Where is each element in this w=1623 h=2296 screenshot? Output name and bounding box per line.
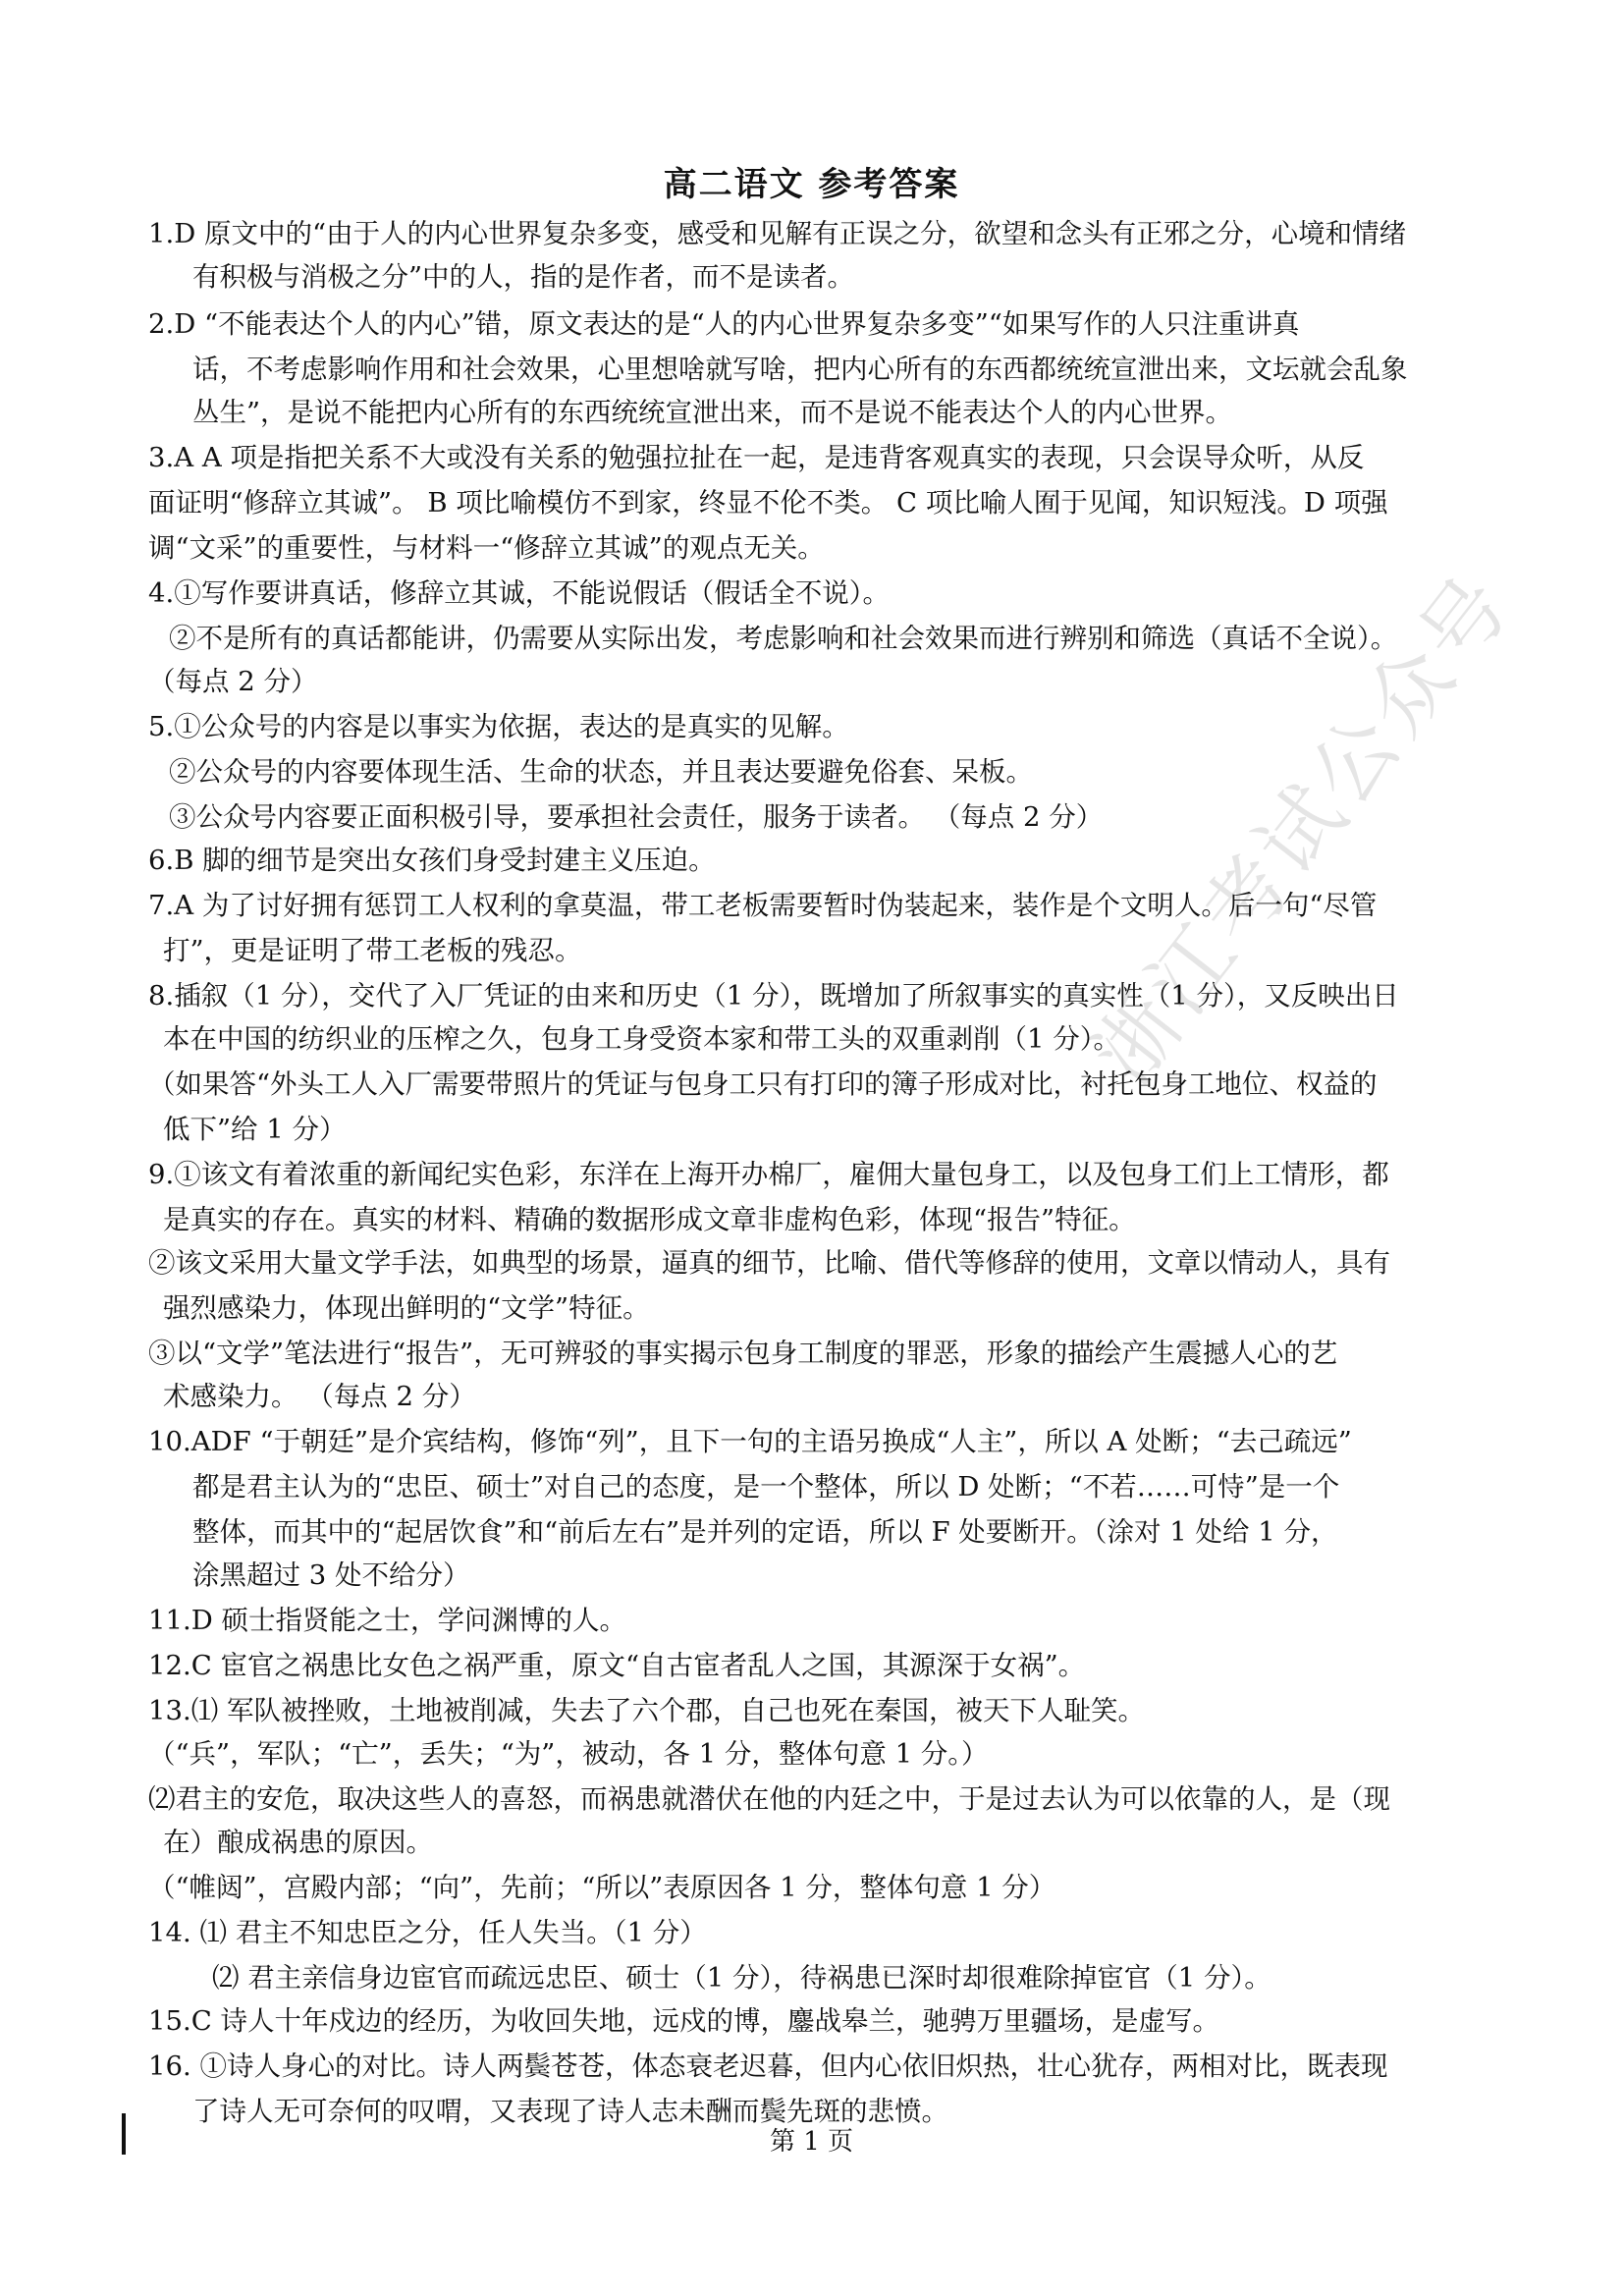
text-line: 3.A A 项是指把关系不大或没有关系的勉强拉扯在一起，是违背客观真实的表现，只会误导众听，从反 (148, 442, 1365, 473)
text-line: 都是君主认为的“忠臣、硕士”对自己的态度，是一个整体，所以 D 处断；“不若……可恃”是一个 (192, 1471, 1340, 1503)
text-line: 7.A 为了讨好拥有惩罚工人权利的拿莫温，带工老板需要暂时伪装起来，装作是个文明人。后一句“尽管 (148, 890, 1378, 921)
text-line: ⑵君主的安危，取决这些人的喜怒，而祸患就潜伏在他的内廷之中，于是过去认为可以依靠的人，是（现 (148, 1783, 1390, 1815)
text-line: 5.①公众号的内容是以事实为依据，表达的是真实的见解。 (148, 711, 849, 742)
text-line: 16. ①诗人身心的对比。诗人两鬓苍苍，体态衰老迟暮，但内心依旧炽热，壮心犹存，两相对比，既表现 (148, 2050, 1388, 2082)
text-line: ②公众号的内容要体现生活、生命的状态，并且表达要避免俗套、呆板。 (169, 756, 1033, 788)
text-line: 8.插叙（1 分），交代了入厂凭证的由来和历史（1 分），既增加了所叙事实的真实性（1 分），又反映出日 (148, 980, 1399, 1011)
text-line: 术感染力。 （每点 2 分） (163, 1381, 476, 1412)
text-line: 调“文采”的重要性，与材料一“修辞立其诚”的观点无关。 (148, 532, 825, 564)
page-title: 高二语文 参考答案 (663, 165, 960, 204)
text-line: 面证明“修辞立其诚”。 B 项比喻模仿不到家，终显不伦不类。 C 项比喻人囿于见闻，知识短浅。D 项强 (148, 487, 1388, 519)
text-line: 在）酿成祸患的原因。 (163, 1827, 433, 1858)
text-line: 12.C 宦官之祸患比女色之祸严重，原文“自古宦者乱人之国，其源深于女祸”。 (148, 1650, 1086, 1681)
text-line: 打”，更是证明了带工老板的残忍。 (163, 935, 582, 966)
text-line: ③以“文学”笔法进行“报告”，无可辨驳的事实揭示包身工制度的罪恶，形象的描绘产生震撼人心的艺 (148, 1338, 1338, 1369)
text-line: ②不是所有的真话都能讲，仍需要从实际出发，考虑影响和社会效果而进行辨别和筛选（真话不全说）。 (169, 623, 1398, 654)
text-line: 2.D “不能表达个人的内心”错，原文表达的是“人的内心世界复杂多变”“如果写作的人只注重讲真 (148, 308, 1300, 340)
text-line: 11.D 硕士指贤能之士，学问渊博的人。 (148, 1605, 627, 1636)
text-line: 本在中国的纺织业的压榨之久，包身工身受资本家和带工头的双重剥削（1 分）。 (163, 1023, 1120, 1055)
page-number: 第 1 页 (769, 2127, 854, 2157)
watermark: 浙江考试公众号 (1074, 554, 1532, 1102)
text-line: （如果答“外头工人入厂需要带照片的凭证与包身工只有打印的簿子形成对比，衬托包身工地位、权益的 (148, 1068, 1378, 1100)
text-line: 1.D 原文中的“由于人的内心世界复杂多变，感受和见解有正误之分，欲望和念头有正邪之分，心境和情绪 (148, 218, 1407, 249)
text-line: 了诗人无可奈何的叹喟，又表现了诗人志未酬而鬓先斑的悲愤。 (192, 2096, 948, 2127)
text-line: （每点 2 分） (148, 666, 318, 697)
text-line: 强烈感染力，体现出鲜明的“文学”特征。 (163, 1292, 650, 1324)
text-line: 丛生”，是说不能把内心所有的东西统统宣泄出来，而不是说不能表达个人的内心世界。 (192, 397, 1233, 428)
text-line: 13.⑴ 军队被挫败，土地被削减，失去了六个郡，自己也死在秦国，被天下人耻笑。 (148, 1695, 1145, 1726)
text-line: 9.①该文有着浓重的新闻纪实色彩，东洋在上海开办棉厂，雇佣大量包身工，以及包身工们上工情形，都 (148, 1159, 1389, 1190)
text-line: 是真实的存在。真实的材料、精确的数据形成文章非虚构色彩，体现“报告”特征。 (163, 1204, 1136, 1235)
text-line: 话，不考虑影响作用和社会效果，心里想啥就写啥，把内心所有的东西都统统宣泄出来，文坛就会乱象 (192, 354, 1408, 385)
text-line: （“兵”，军队；“亡”，丢失；“为”，被动，各 1 分，整体句意 1 分。） (148, 1738, 989, 1770)
text-line: 整体，而其中的“起居饮食”和“前后左右”是并列的定语，所以 F 处要断开。（涂对 1 处给 1 分， (192, 1516, 1338, 1548)
text-line: 涂黑超过 3 处不给分） (192, 1559, 470, 1591)
text-line: 有积极与消极之分”中的人，指的是作者，而不是读者。 (192, 261, 855, 293)
text-line: 15.C 诗人十年戍边的经历，为收回失地，远戍的博，鏖战皋兰，驰骋万里疆场，是虚写。 (148, 2005, 1220, 2037)
text-line: 4.①写作要讲真话，修辞立其诚，不能说假话（假话全不说）。 (148, 577, 890, 609)
text-line: ②该文采用大量文学手法，如典型的场景，逼真的细节，比喻、借代等修辞的使用，文章以情动人，具有 (148, 1247, 1390, 1279)
text-line: 6.B 脚的细节是突出女孩们身受封建主义压迫。 (148, 845, 716, 876)
text-line: （“帷闼”，宫殿内部；“向”，先前；“所以”表原因各 1 分，整体句意 1 分） (148, 1872, 1056, 1903)
text-line: ③公众号内容要正面积极引导，要承担社会责任，服务于读者。 （每点 2 分） (169, 801, 1104, 833)
text-line: ⑵ 君主亲信身边宦官而疏远忠臣、硕士（1 分），待祸患已深时却很难除掉宦官（1 分）。 (212, 1962, 1271, 1994)
text-line: 14. ⑴ 君主不知忠臣之分，任人失当。（1 分） (148, 1917, 707, 1948)
text-line: 10.ADF “于朝廷”是介宾结构，修饰“列”，且下一句的主语另换成“人主”，所以 A 处断；“去己疏远” (148, 1426, 1352, 1457)
text-line: 低下”给 1 分） (163, 1114, 347, 1145)
